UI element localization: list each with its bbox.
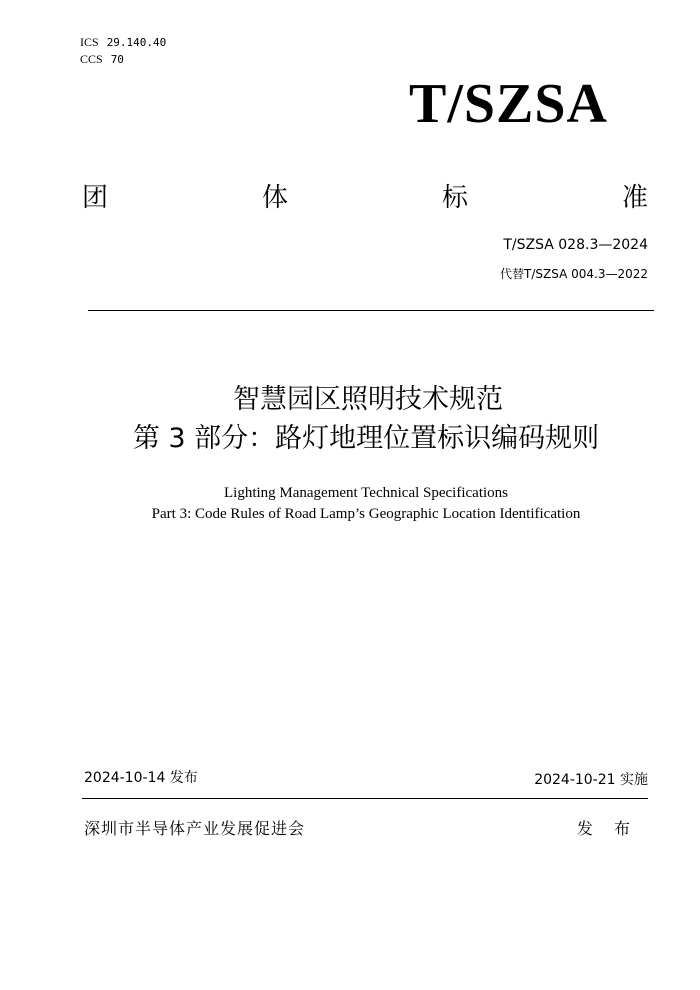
publish-label: 发 布 — [576, 819, 638, 838]
standard-type-char: 标 — [441, 183, 468, 213]
publisher: 深圳市半导体产业发展促进会 — [84, 819, 306, 838]
standard-type-char: 准 — [621, 183, 648, 213]
title-cn-main: 智慧园区照明技术规范 — [233, 384, 503, 415]
standard-type-char: 体 — [261, 183, 288, 213]
header-divider — [88, 310, 654, 311]
standard-type — [82, 182, 648, 214]
title-cn-part: 第 3 部分：路灯地理位置标识编码规则 — [132, 423, 600, 454]
ccs-classification — [80, 52, 124, 67]
footer-divider — [82, 798, 648, 799]
ics-code: 29.140.40 — [106, 36, 167, 49]
ics-label: ICS — [80, 35, 99, 49]
title-en-part: Part 3: Code Rules of Road Lamp’s Geographic Location Identification — [151, 506, 581, 522]
issue-date: 2024-10-14 发布 — [84, 770, 198, 786]
title-en-main: Lighting Management Technical Specifications — [223, 485, 508, 501]
ccs-code: 70 — [110, 53, 124, 66]
ccs-label: CCS — [80, 52, 103, 66]
replaces-standard: 代替T/SZSA 004.3—2022 — [500, 267, 648, 281]
ics-classification — [80, 35, 166, 50]
standard-type-char: 团 — [82, 183, 109, 213]
implementation-date: 2024-10-21 实施 — [534, 772, 648, 788]
standard-number: T/SZSA 028.3—2024 — [503, 237, 648, 253]
standard-logo: T/SZSA — [409, 73, 608, 135]
